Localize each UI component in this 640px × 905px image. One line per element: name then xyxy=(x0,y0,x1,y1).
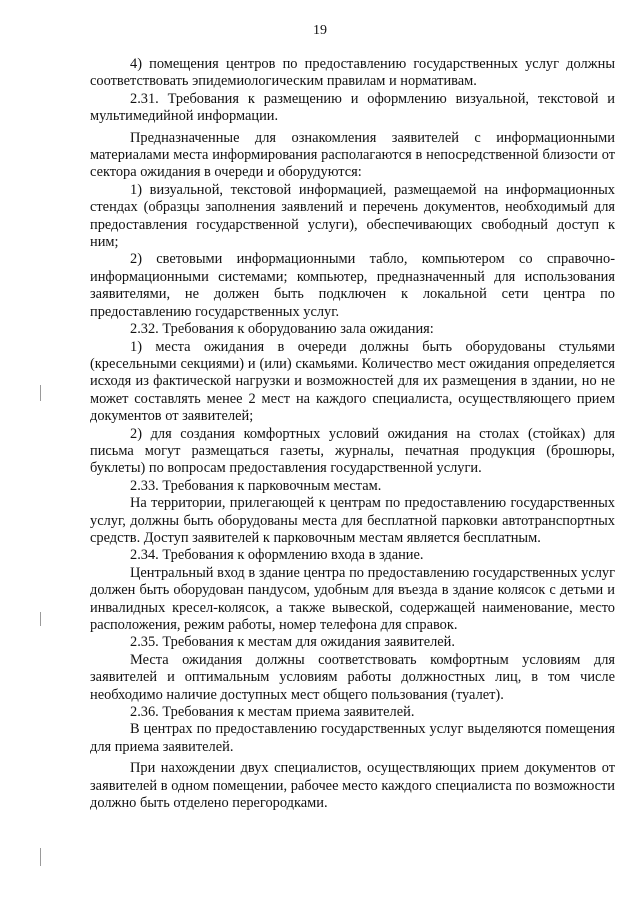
scan-margin-mark xyxy=(40,612,41,626)
section-heading-2-31: 2.31. Требования к размещению и оформлению визуальной, текстовой и мультимедийной информации. xyxy=(90,90,615,125)
document-body xyxy=(90,56,615,812)
section-heading-2-34: 2.34. Требования к оформлению входа в здание. xyxy=(130,547,424,564)
paragraph-item-2-tables: 2) для создания комфортных условий ожидания на столах (стойках) для письма могут размещаться газеты, журналы, печатная продукция (брошюры, буклеты) по вопросам предоставления государственной услуги. xyxy=(90,425,615,477)
paragraph-reception-rooms: В центрах по предоставлению государственных услуг выделяются помещения для приема заявителей. xyxy=(90,721,615,755)
paragraph-info-places: Предназначенные для ознакомления заявителей с информационными материалами места информирования располагаются в непосредственной близости от сектора ожидания в очереди и оборудуются: xyxy=(90,129,615,181)
section-heading-2-35: 2.35. Требования к местам для ожидания заявителей. xyxy=(130,634,455,651)
paragraph-item-1-visual: 1) визуальной, текстовой информацией, размещаемой на информационных стендах (образцы заполнения заявлений и перечень документов, необходимый для предоставления государственной услуги), обеспечивающих свободный доступ к ним; xyxy=(90,181,615,251)
paragraph-item-2-boards: 2) световыми информационными табло, компьютером со справочно-информационными системами; компьютер, предназначенный для использования заявителями, не должен быть подключен к локальной сети центра по предоставлению государственных услуг. xyxy=(90,251,615,320)
paragraph-parking: На территории, прилегающей к центрам по предоставлению государственных услуг, должны быть оборудованы места для бесплатной парковки автотранспортных средств. Доступ заявителей к парковочным местам является бесплатным. xyxy=(90,495,615,546)
section-heading-2-32: 2.32. Требования к оборудованию зала ожидания: xyxy=(130,321,434,338)
scan-margin-mark xyxy=(40,848,41,866)
paragraph-entrance: Центральный вход в здание центра по предоставлению государственных услуг должен быть оборудован пандусом, удобным для въезда в здание колясок с детьми и инвалидных кресел-колясок, а также вывеской, содержащей наименование, место расположения, режим работы, номер телефона для справок. xyxy=(90,564,615,633)
section-heading-2-33: 2.33. Требования к парковочным местам. xyxy=(130,477,382,494)
paragraph-item-4: 4) помещения центров по предоставлению государственных услуг должны соответствовать эпидемиологическим правилам и нормативам. xyxy=(90,56,615,90)
section-heading-2-36: 2.36. Требования к местам приема заявителей. xyxy=(130,704,415,721)
scan-margin-mark xyxy=(40,385,41,401)
paragraph-waiting-places: Места ожидания должны соответствовать комфортным условиям для заявителей и оптимальным условиям работы должностных лиц, в том числе необходимо наличие доступных мест общего пользования (туалет). xyxy=(90,651,615,703)
page-number: 19 xyxy=(313,23,327,38)
paragraph-partitions: При нахождении двух специалистов, осуществляющих прием документов от заявителей в одном помещении, рабочее место каждого специалиста по возможности должно быть отделено перегородками. xyxy=(90,760,615,812)
paragraph-item-1-seating: 1) места ожидания в очереди должны быть оборудованы стульями (кресельными секциями) и (или) скамьями. Количество мест ожидания определяется исходя из фактической нагрузки и возможностей для их размещения в здании, но не может составлять менее 2 мест на каждого специалиста, осуществляющего прием документов от заявителей; xyxy=(90,338,615,425)
